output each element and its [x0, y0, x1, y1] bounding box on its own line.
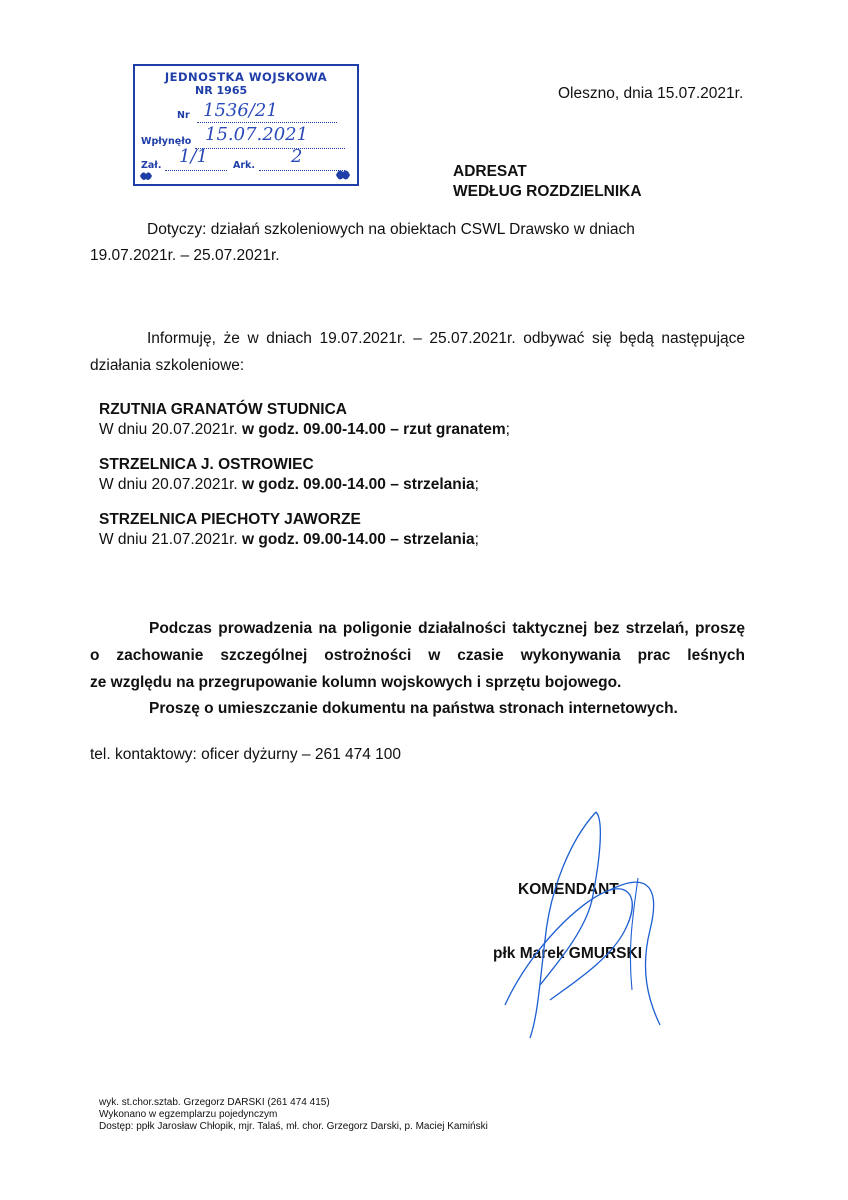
intro-line-2: działania szkoleniowe:	[90, 357, 245, 374]
stamp-emblem-icon	[139, 170, 153, 182]
handwritten-signature	[500, 800, 670, 1050]
place-date: Oleszno, dnia 15.07.2021r.	[558, 85, 744, 102]
stamp-attachments-value: 1/1	[179, 146, 208, 167]
stamp-attachments-label: Zał.	[141, 160, 162, 171]
activity-item	[99, 510, 479, 550]
signature-name: płk Marek GMURSKI	[493, 945, 643, 962]
notice-line-1: Podczas prowadzenia na poligonie działalności taktycznej bez strzelań, proszę	[149, 620, 745, 637]
registration-stamp	[133, 64, 359, 186]
addressee-line-1: ADRESAT	[453, 163, 527, 180]
stamp-emblem-icon	[335, 168, 351, 182]
stamp-sheets-value: 2	[291, 146, 303, 167]
activity-schedule: W dniu 20.07.2021r. w godz. 09.00-14.00 – strzelania;	[99, 476, 479, 493]
activity-schedule: W dniu 21.07.2021r. w godz. 09.00-14.00 – strzelania;	[99, 531, 479, 548]
subject-label: Dotyczy:	[147, 221, 207, 238]
stamp-unit-number: NR 1965	[195, 84, 248, 97]
stamp-sheets-dots	[259, 170, 345, 171]
footer-author: wyk. st.chor.sztab. Grzegorz DARSKI (261 474 415)	[99, 1097, 330, 1108]
addressee-line-2: WEDŁUG ROZDZIELNIKA	[453, 183, 642, 200]
stamp-received-label: Wpłynęło	[141, 136, 192, 147]
activity-item	[99, 400, 510, 440]
stamp-sheets-label: Ark.	[233, 160, 255, 171]
stamp-nr-value: 1536/21	[203, 100, 278, 121]
contact-line: tel. kontaktowy: oficer dyżurny – 261 474 100	[90, 746, 402, 763]
notice-line-2: o zachowanie szczególnej ostrożności w czasie wykonywania prac leśnych	[90, 647, 745, 664]
stamp-received-value: 15.07.2021	[205, 124, 309, 145]
stamp-attachments-dots	[165, 170, 227, 171]
stamp-received-dots	[195, 148, 345, 149]
notice-line-4: Proszę o umieszczanie dokumentu na państwa stronach internetowych.	[149, 700, 678, 717]
subject-line-1	[147, 220, 635, 240]
subject-text: działań szkoleniowych na obiektach CSWL Drawsko w dniach	[206, 221, 635, 238]
activity-place: STRZELNICA J. OSTROWIEC	[99, 456, 314, 473]
activity-item	[99, 455, 479, 495]
activity-place: RZUTNIA GRANATÓW STUDNICA	[99, 401, 347, 418]
subject-line-2: 19.07.2021r. – 25.07.2021r.	[90, 247, 280, 264]
activity-schedule: W dniu 20.07.2021r. w godz. 09.00-14.00 – rzut granatem;	[99, 421, 510, 438]
stamp-nr-label: Nr	[177, 110, 190, 121]
footer-copies: Wykonano w egzemplarzu pojedynczym	[99, 1109, 278, 1120]
activity-place: STRZELNICA PIECHOTY JAWORZE	[99, 511, 361, 528]
signature-role: KOMENDANT	[518, 881, 619, 898]
notice-line-3: ze względu na przegrupowanie kolumn wojskowych i sprzętu bojowego.	[90, 674, 622, 691]
intro-line-1: Informuję, że w dniach 19.07.2021r. – 25.07.2021r. odbywać się będą następujące	[147, 330, 745, 347]
stamp-nr-dots	[197, 122, 337, 123]
stamp-title: JEDNOSTKA WOJSKOWA	[164, 70, 328, 84]
footer-access: Dostęp: ppłk Jarosław Chłopik, mjr. Talaś, mł. chor. Grzegorz Darski, p. Maciej Kamiński	[99, 1121, 488, 1132]
